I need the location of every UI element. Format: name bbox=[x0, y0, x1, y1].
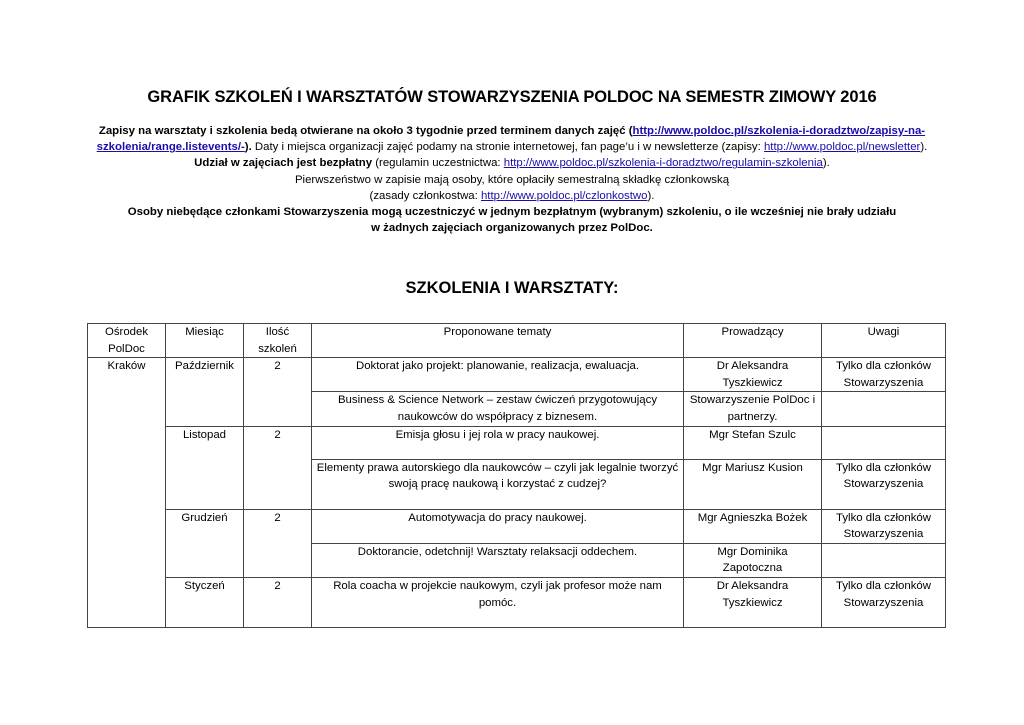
cell-month: Październik bbox=[166, 358, 244, 426]
intro-p1-bold: Zapisy na warsztaty i szkolenia bedą otwierane na około 3 tygodnie przed terminem danych zajęć ( bbox=[98, 125, 633, 137]
cell-lead: Mgr Agnieszka Bożek bbox=[684, 509, 822, 543]
document-title: GRAFIK SZKOLEŃ I WARSZTATÓW STOWARZYSZENIA POLDOC NA SEMESTR ZIMOWY 2016 bbox=[147, 88, 877, 106]
schedule-table bbox=[87, 323, 946, 628]
cell-topic: Rola coacha w projekcie naukowym, czyli jak profesor może nam pomóc. bbox=[312, 577, 684, 627]
cell-lead: Mgr Mariusz Kusion bbox=[684, 459, 822, 509]
section-title: SZKOLENIA I WARSZTATY: bbox=[405, 279, 619, 297]
cell-note: Tylko dla członków Stowarzyszenia bbox=[822, 509, 946, 543]
intro-p1-rest: Daty i miejsca organizacji zajęć podamy na stronie internetowej, fan page’u i w newsletterze (zapisy: bbox=[251, 141, 764, 154]
link-czlonkostwo[interactable]: http://www.poldoc.pl/czlonkostwo bbox=[480, 189, 648, 202]
cell-topic: Business & Science Network – zestaw ćwiczeń przygotowujący naukowców do współpracy z biznesem. bbox=[312, 392, 684, 426]
cell-month: Grudzień bbox=[166, 509, 244, 577]
table-row bbox=[88, 577, 946, 627]
header-osrodek: Ośrodek PolDoc bbox=[88, 324, 166, 358]
intro-p6-bold: w żadnych zajęciach organizowanych przez PolDoc. bbox=[371, 222, 653, 235]
cell-note: Tylko dla członków Stowarzyszenia bbox=[822, 577, 946, 627]
header-tematy: Proponowane tematy bbox=[312, 324, 684, 358]
cell-topic: Doktorat jako projekt: planowanie, realizacja, ewaluacja. bbox=[312, 358, 684, 392]
table-row bbox=[88, 426, 946, 459]
header-prowadzacy: Prowadzący bbox=[684, 324, 822, 358]
table-header-row bbox=[88, 324, 946, 358]
cell-lead: Mgr Dominika Zapotoczna bbox=[684, 543, 822, 577]
header-uwagi: Uwagi bbox=[822, 324, 946, 358]
cell-count: 2 bbox=[244, 577, 312, 627]
intro-p2-end: ). bbox=[822, 157, 830, 170]
intro-p5-bold: Osoby niebędące członkami Stowarzyszenia mogą uczestniczyć w jednym bezpłatnym (wybranym) szkoleniu, o ile wcześniej nie brały udziału bbox=[127, 206, 897, 219]
table-row bbox=[88, 358, 946, 392]
header-miesiac: Miesiąc bbox=[166, 324, 244, 358]
cell-lead: Stowarzyszenie PolDoc i partnerzy. bbox=[684, 392, 822, 426]
cell-note bbox=[822, 543, 946, 577]
intro-p2-rest: (regulamin uczestnictwa: bbox=[372, 157, 504, 170]
intro-p3: Pierwszeństwo w zapisie mają osoby, które opłaciły semestralną składkę członkowską bbox=[294, 173, 730, 186]
link-newsletter[interactable]: http://www.poldoc.pl/newsletter bbox=[763, 141, 921, 154]
cell-topic: Elementy prawa autorskiego dla naukowców – czyli jak legalnie tworzyć swoją pracę naukową i korzystać z cudzej? bbox=[312, 459, 684, 509]
header-ilosc: Ilość szkoleń bbox=[244, 324, 312, 358]
cell-city: Kraków bbox=[88, 358, 166, 628]
cell-lead: Dr Aleksandra Tyszkiewicz bbox=[684, 577, 822, 627]
intro-p1-bold-end: ). bbox=[244, 141, 252, 154]
cell-count: 2 bbox=[244, 509, 312, 577]
cell-count: 2 bbox=[244, 426, 312, 509]
cell-topic: Automotywacja do pracy naukowej. bbox=[312, 509, 684, 543]
intro-p4-end: ). bbox=[647, 189, 655, 202]
cell-month: Styczeń bbox=[166, 577, 244, 627]
cell-note bbox=[822, 392, 946, 426]
link-regulamin[interactable]: http://www.poldoc.pl/szkolenia-i-doradztwo/regulamin-szkolenia bbox=[503, 157, 823, 170]
intro-text bbox=[90, 123, 934, 236]
intro-p4-start: (zasady członkostwa: bbox=[369, 189, 481, 202]
cell-topic: Emisja głosu i jej rola w pracy naukowej. bbox=[312, 426, 684, 459]
intro-p1-end: ). bbox=[920, 141, 928, 154]
cell-lead: Mgr Stefan Szulc bbox=[684, 426, 822, 459]
cell-lead: Dr Aleksandra Tyszkiewicz bbox=[684, 358, 822, 392]
cell-count: 2 bbox=[244, 358, 312, 426]
link-zapisy[interactable]: http://www.poldoc.pl/szkolenia-i-doradztwo/zapisy-na-szkolenia/range.listevents/- bbox=[96, 125, 926, 154]
intro-p2-bold: Udział w zajęciach jest bezpłatny bbox=[194, 157, 373, 170]
cell-note: Tylko dla członków Stowarzyszenia bbox=[822, 459, 946, 509]
cell-note: Tylko dla członków Stowarzyszenia bbox=[822, 358, 946, 392]
cell-note bbox=[822, 426, 946, 459]
cell-month: Listopad bbox=[166, 426, 244, 509]
table-row bbox=[88, 509, 946, 543]
cell-topic: Doktorancie, odetchnij! Warsztaty relaksacji oddechem. bbox=[312, 543, 684, 577]
